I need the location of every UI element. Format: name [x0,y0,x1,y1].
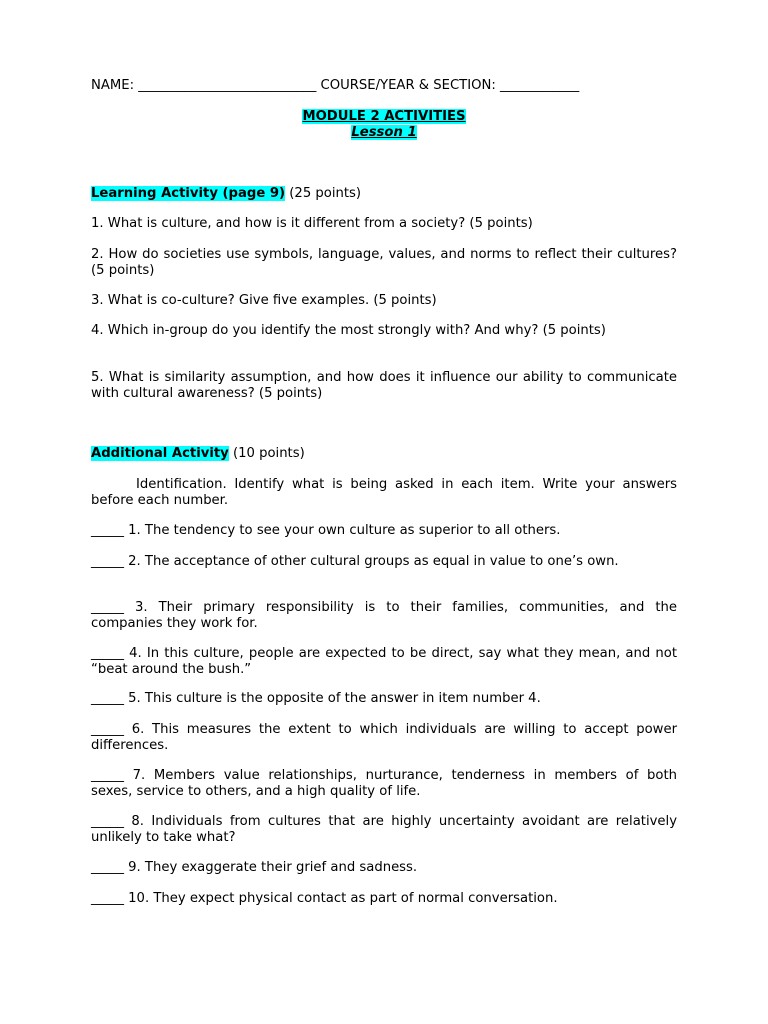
item-5: _____ 5. This culture is the opposite of the answer in item number 4. [91,691,541,706]
instructions: Identification. Identify what is being asked in each item. Write your answers before each number. [91,477,677,508]
course-blank: ____________ [500,78,580,93]
additional-activity-points: (10 points) [232,446,305,461]
learning-activity-heading-line [91,186,677,202]
learning-activity-points: (25 points) [289,186,362,201]
header-line [91,78,677,94]
lesson-subtitle: Lesson 1 [351,125,417,140]
item-2: _____ 2. The acceptance of other cultural groups as equal in value to one’s own. [91,554,619,569]
item-7: _____ 7. Members value relationships, nurturance, tenderness in members of both sexes, service to others, and a high quality of life. [91,768,677,799]
item-1: _____ 1. The tendency to see your own culture as superior to all others. [91,523,561,538]
learning-activity-heading: Learning Activity (page 9) [91,186,286,201]
item-8: _____ 8. Individuals from cultures that are highly uncertainty avoidant are relatively unlikely to take what? [91,814,677,845]
item-3: _____ 3. Their primary responsibility is to their families, communities, and the companies they work for. [91,600,677,631]
item-10: _____ 10. They expect physical contact as part of normal conversation. [91,891,558,906]
question-3: 3. What is co-culture? Give five examples. (5 points) [91,293,437,308]
title-line [91,109,677,125]
question-2: 2. How do societies use symbols, language, values, and norms to reflect their cultures? (5 points) [91,247,677,278]
item-4: _____ 4. In this culture, people are expected to be direct, say what they mean, and not “beat around the bush.” [91,646,677,677]
name-label: NAME: [91,78,135,93]
question-5: 5. What is similarity assumption, and how does it influence our ability to communicate with cultural awareness? (5 points) [91,370,677,401]
name-blank: ___________________________ [138,78,317,93]
course-label: COURSE/YEAR & SECTION: [320,78,496,93]
module-title: MODULE 2 ACTIVITIES [302,109,466,124]
question-1: 1. What is culture, and how is it different from a society? (5 points) [91,216,533,231]
subtitle-line [91,125,677,141]
additional-activity-heading: Additional Activity [91,446,229,461]
additional-activity-heading-line [91,446,677,462]
item-9: _____ 9. They exaggerate their grief and sadness. [91,860,418,875]
question-4: 4. Which in-group do you identify the most strongly with? And why? (5 points) [91,323,606,338]
item-6: _____ 6. This measures the extent to which individuals are willing to accept power differences. [91,722,677,753]
